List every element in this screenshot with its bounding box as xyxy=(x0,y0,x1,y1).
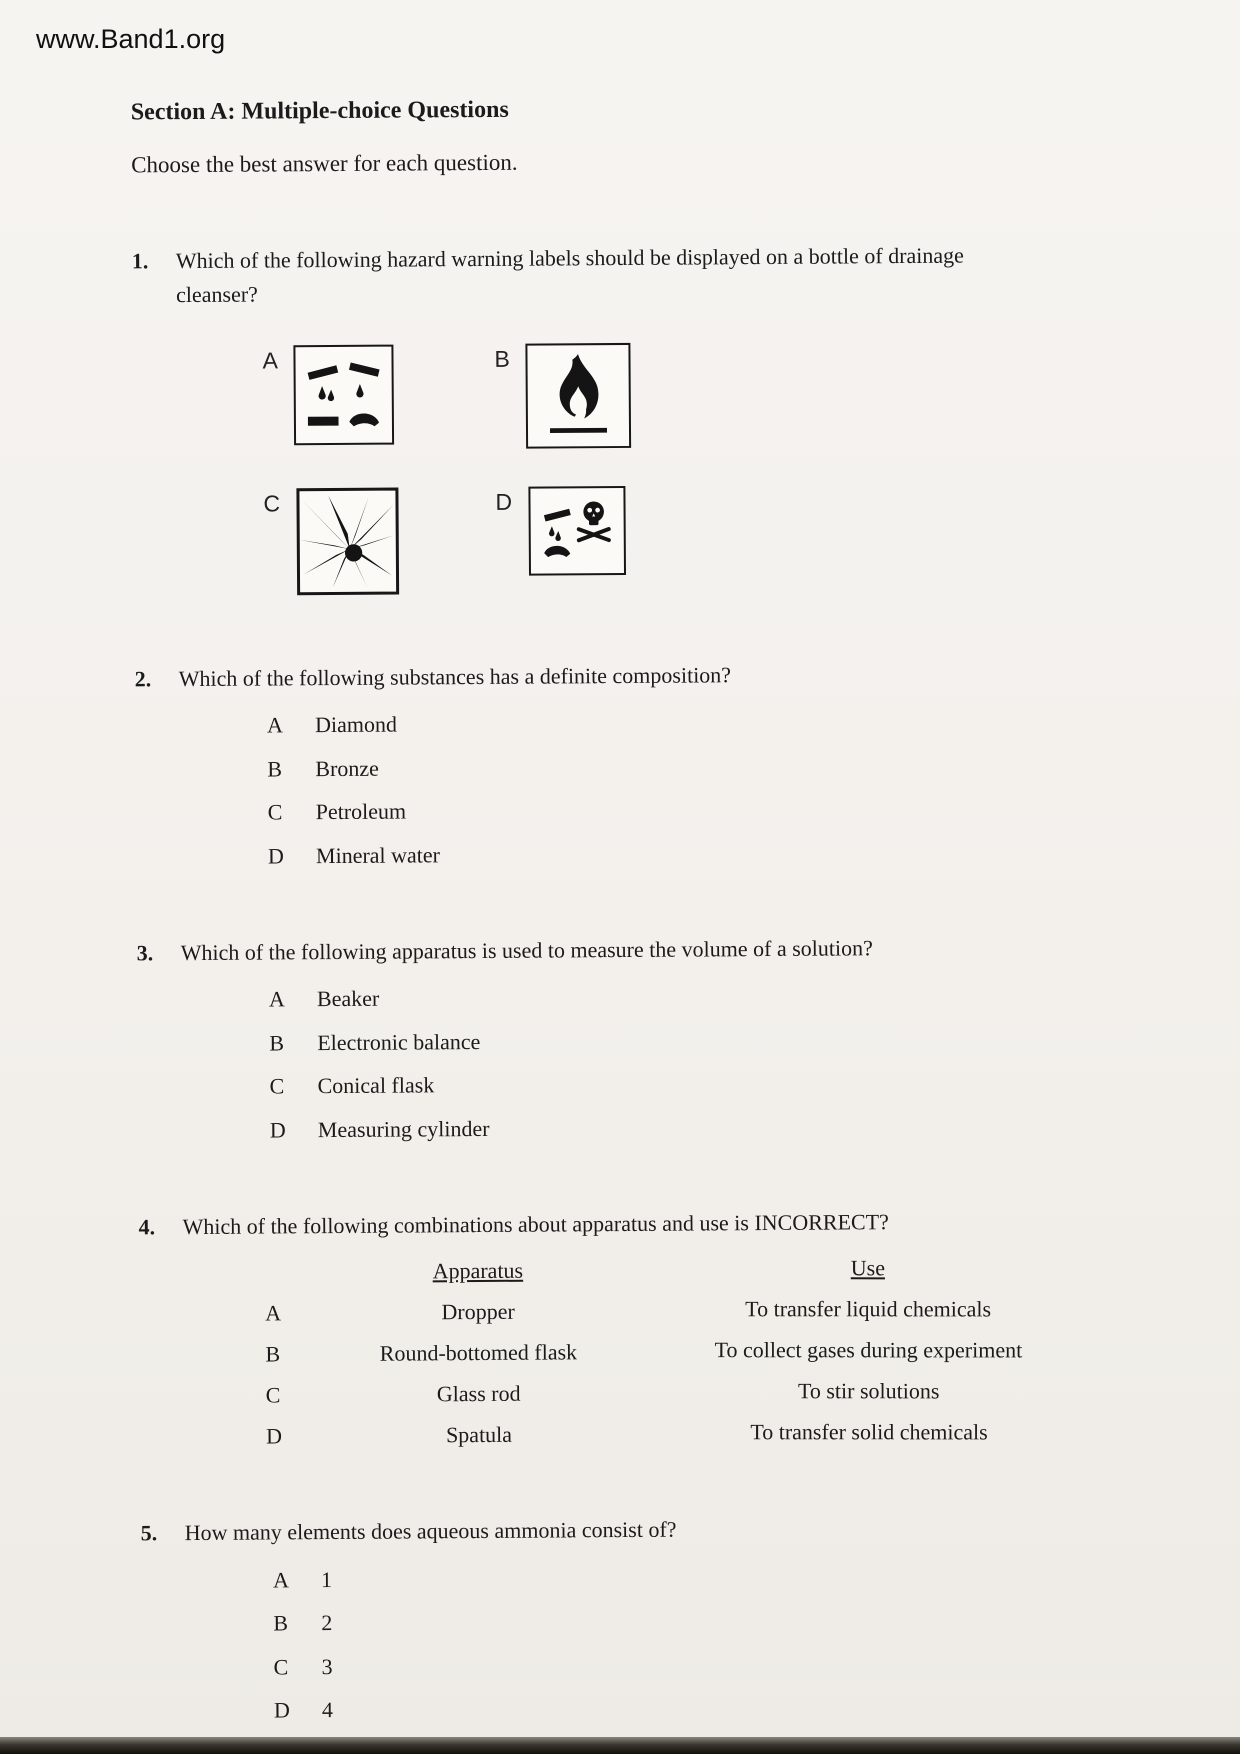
option-letter: C xyxy=(273,1653,289,1680)
apparatus-cell: Round-bottomed flask xyxy=(379,1339,578,1367)
option-d xyxy=(274,1690,1240,1724)
option-text: Mineral water xyxy=(315,842,441,868)
question-text: Which of the following apparatus is used to measure the volume of a solution? xyxy=(180,935,873,966)
option-letter: B xyxy=(267,756,283,782)
option-text: 1 xyxy=(320,1566,333,1592)
table-row xyxy=(265,1335,1240,1368)
question-number: 3. xyxy=(136,940,154,966)
option-letter: D xyxy=(269,1117,286,1143)
option-text: Diamond xyxy=(314,711,398,738)
use-cell: To collect gases during experiment xyxy=(714,1337,1023,1363)
option-text: Beaker xyxy=(316,986,380,1012)
section-title: Section A: Multiple-choice Questions xyxy=(130,96,509,126)
option-c xyxy=(268,792,1240,826)
option-letter: A xyxy=(266,712,284,738)
toxic-hazard-icon xyxy=(528,486,626,576)
option-d xyxy=(495,485,728,594)
question-number: 2. xyxy=(134,666,152,692)
column-header-use: Use xyxy=(850,1255,885,1281)
question-text: Which of the following substances has a definite composition? xyxy=(178,662,732,692)
option-letter: A xyxy=(272,1566,289,1593)
instruction-text: Choose the best answer for each question. xyxy=(131,149,518,178)
option-letter: D xyxy=(495,488,513,516)
option-c xyxy=(263,487,496,596)
option-d xyxy=(270,1110,1240,1144)
question-number: 4. xyxy=(138,1214,156,1240)
watermark: www.Band1.org xyxy=(36,24,226,54)
option-a xyxy=(273,1559,1240,1593)
option-b xyxy=(494,342,727,449)
explosive-hazard-icon xyxy=(296,488,399,596)
question-text: Which of the following combinations about apparatus and use is INCORRECT? xyxy=(182,1209,889,1240)
question-text: How many elements does aqueous ammonia consist of? xyxy=(184,1517,677,1546)
row-letter: C xyxy=(265,1382,281,1408)
apparatus-cell: Glass rod xyxy=(436,1381,521,1407)
apparatus-cell: Dropper xyxy=(441,1299,515,1325)
question-number: 5. xyxy=(140,1520,158,1546)
column-header-apparatus: Apparatus xyxy=(432,1258,524,1284)
question-4 xyxy=(138,1203,1240,1451)
hazard-label-options xyxy=(262,339,1240,596)
option-text: Petroleum xyxy=(315,798,407,825)
option-letter: D xyxy=(267,843,284,869)
option-letter: C xyxy=(263,490,281,517)
option-letter: C xyxy=(267,799,283,825)
option-letter: B xyxy=(494,345,510,373)
use-cell: To stir solutions xyxy=(797,1378,940,1404)
option-a xyxy=(262,344,495,451)
question-2 xyxy=(135,655,1240,871)
option-text: Bronze xyxy=(315,755,379,781)
use-cell: To transfer liquid chemicals xyxy=(745,1296,992,1322)
row-letter: B xyxy=(265,1341,281,1367)
question-3 xyxy=(137,929,1240,1145)
option-c xyxy=(269,1066,1240,1100)
option-letter: B xyxy=(273,1610,289,1636)
question-1 xyxy=(132,237,1240,597)
option-a xyxy=(269,979,1240,1013)
row-letter: A xyxy=(265,1300,282,1326)
use-cell: To transfer solid chemicals xyxy=(750,1419,988,1445)
option-letter: C xyxy=(269,1073,285,1099)
apparatus-cell: Spatula xyxy=(445,1422,513,1448)
option-text: Conical flask xyxy=(317,1072,435,1099)
question-number: 1. xyxy=(131,248,149,274)
option-letter: B xyxy=(269,1030,285,1056)
row-letter: D xyxy=(265,1423,282,1449)
question-5 xyxy=(141,1509,1240,1725)
option-text: 2 xyxy=(321,1610,333,1636)
option-a xyxy=(267,705,1240,739)
table-row xyxy=(266,1417,1240,1450)
option-letter: D xyxy=(273,1697,290,1723)
scanner-edge-bar xyxy=(0,1737,1240,1754)
option-b xyxy=(267,748,1240,782)
option-text: Measuring cylinder xyxy=(317,1115,490,1143)
option-text: Electronic balance xyxy=(317,1028,481,1056)
option-letter: A xyxy=(268,986,285,1012)
option-text: 4 xyxy=(321,1697,334,1723)
corrosive-hazard-icon xyxy=(294,345,395,446)
option-b xyxy=(269,1023,1240,1057)
option-c xyxy=(274,1646,1240,1680)
apparatus-use-table xyxy=(265,1253,1240,1450)
table-header-row xyxy=(265,1253,1240,1286)
table-row xyxy=(265,1294,1240,1327)
option-b xyxy=(273,1603,1240,1637)
table-row xyxy=(266,1376,1240,1409)
flammable-hazard-icon xyxy=(526,343,632,449)
option-d xyxy=(268,835,1240,869)
option-letter: A xyxy=(262,347,278,374)
question-text: Which of the following hazard warning labels should be displayed on a bottle of drainage cleanser? xyxy=(175,242,964,308)
option-text: 3 xyxy=(321,1653,333,1679)
